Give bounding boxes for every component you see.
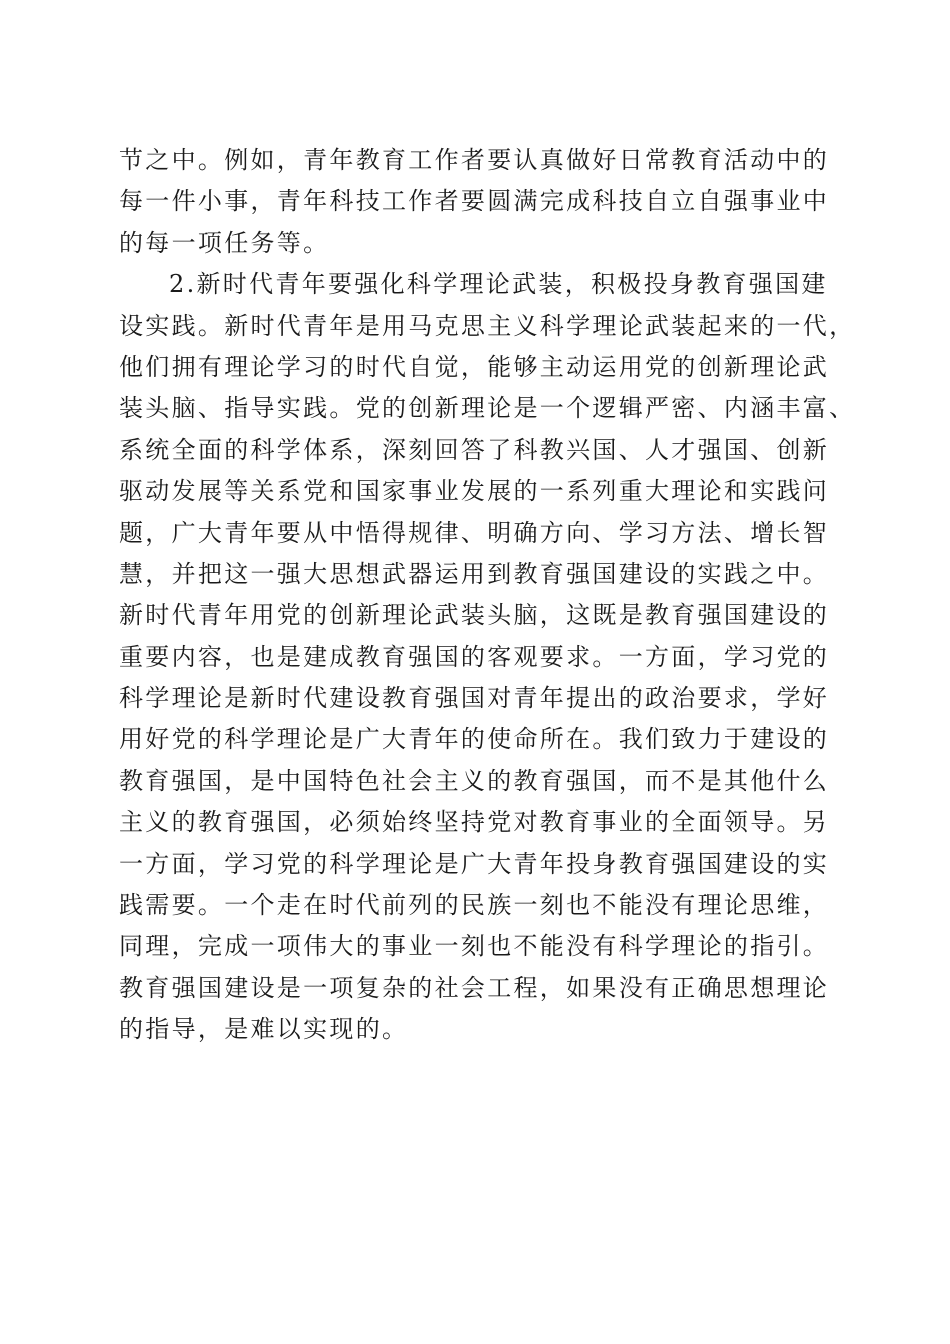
text-line: 慧，并把这一强大思想武器运用到教育强国建设的实践之中。 bbox=[119, 559, 830, 588]
text-line: 教育强国建设是一项复杂的社会工程，如果没有正确思想理论 bbox=[119, 973, 830, 1002]
text-line: 用好党的科学理论是广大青年的使命所在。我们致力于建设的 bbox=[119, 725, 830, 754]
text-line: 2.新时代青年要强化科学理论武装，积极投身教育强国建 bbox=[169, 270, 828, 299]
text-line: 一方面，学习党的科学理论是广大青年投身教育强国建设的实 bbox=[119, 849, 830, 878]
text-line: 装头脑、指导实践。党的创新理论是一个逻辑严密、内涵丰富、 bbox=[119, 394, 856, 423]
text-line: 同理，完成一项伟大的事业一刻也不能没有科学理论的指引。 bbox=[119, 932, 830, 961]
text-line: 的每一项任务等。 bbox=[119, 228, 330, 257]
text-line: 节之中。例如，青年教育工作者要认真做好日常教育活动中的 bbox=[119, 146, 830, 174]
text-line: 驱动发展等关系党和国家事业发展的一系列重大理论和实践问 bbox=[119, 477, 830, 506]
text-line: 践需要。一个走在时代前列的民族一刻也不能没有理论思维， bbox=[119, 891, 830, 920]
paragraph-section-2 bbox=[119, 264, 856, 1050]
text-line: 科学理论是新时代建设教育强国对青年提出的政治要求，学好 bbox=[119, 684, 830, 713]
paragraph-continuation bbox=[119, 140, 839, 264]
text-line: 新时代青年用党的创新理论武装头脑，这既是教育强国建设的 bbox=[119, 601, 830, 630]
text-line: 的指导，是难以实现的。 bbox=[119, 1015, 409, 1044]
text-line: 系统全面的科学体系，深刻回答了科教兴国、人才强国、创新 bbox=[119, 435, 830, 464]
text-line: 教育强国，是中国特色社会主义的教育强国，而不是其他什么 bbox=[119, 766, 830, 795]
text-line: 重要内容，也是建成教育强国的客观要求。一方面，学习党的 bbox=[119, 642, 830, 671]
text-line: 题，广大青年要从中悟得规律、明确方向、学习方法、增长智 bbox=[119, 518, 830, 547]
text-line: 主义的教育强国，必须始终坚持党对教育事业的全面领导。另 bbox=[119, 808, 830, 837]
text-line: 每一件小事，青年科技工作者要圆满完成科技自立自强事业中 bbox=[119, 187, 830, 216]
text-line: 他们拥有理论学习的时代自觉，能够主动运用党的创新理论武 bbox=[119, 352, 830, 381]
text-line: 设实践。新时代青年是用马克思主义科学理论武装起来的一代， bbox=[119, 311, 856, 340]
body-text bbox=[119, 140, 856, 1051]
